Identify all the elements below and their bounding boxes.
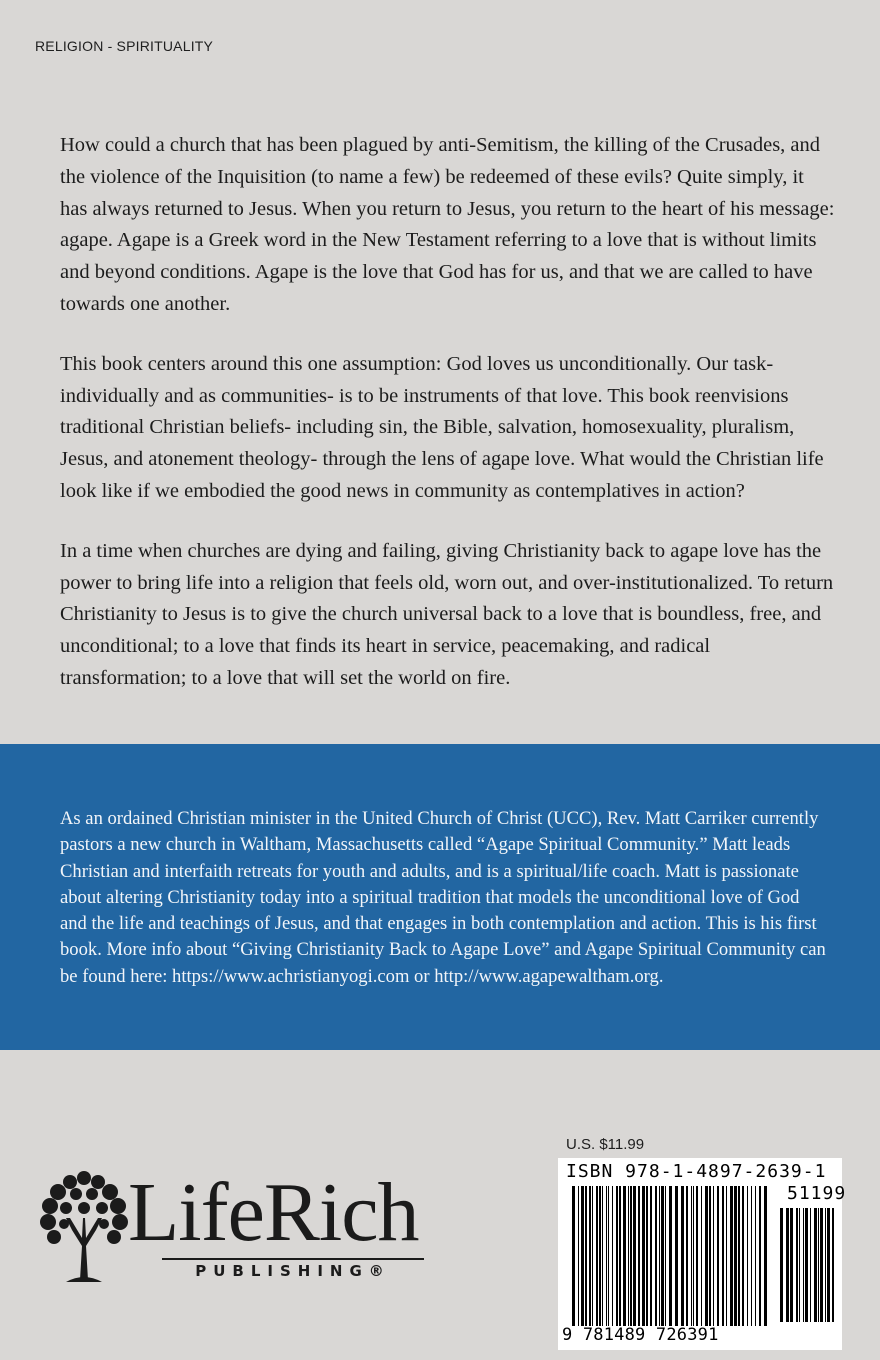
- isbn-barcode: [558, 1158, 847, 1350]
- barcode-bar: [581, 1186, 584, 1326]
- barcode-bar: [665, 1186, 666, 1326]
- isbn-label: ISBN 978-1-4897-2639-1: [566, 1161, 827, 1182]
- barcode-bar: [599, 1186, 601, 1326]
- barcode-bar: [578, 1186, 579, 1326]
- barcode-bar: [755, 1186, 756, 1326]
- barcode-bar: [713, 1186, 714, 1326]
- barcode-bar: [616, 1186, 618, 1326]
- barcode-bar: [606, 1186, 607, 1326]
- barcode-bar: [630, 1186, 632, 1326]
- category-label: RELIGION - SPIRITUALITY: [35, 38, 214, 54]
- price-barcode-bars: [780, 1208, 838, 1322]
- barcode-bar: [722, 1186, 724, 1326]
- barcode-bar: [693, 1186, 694, 1326]
- barcode-bar: [717, 1186, 719, 1326]
- tree-icon: [36, 1168, 132, 1288]
- blurb-paragraph-1: How could a church that has been plagued by anti-Semitism, the killing of the Crusades, and the violence of the Inquisition (to name a few) be redeemed of these evils? Quite simply, it has always returned to Jesus. When you return to Jesus, you return to the heart of his message: agape. Agape is a Greek word in the New Testament referring to a love that is without limits and beyond conditions. Agape is the love that God has for us, and that we are called to have towards one another.: [60, 134, 835, 315]
- barcode-bar: [810, 1208, 811, 1322]
- barcode-bar: [686, 1186, 688, 1326]
- barcode-bar: [742, 1186, 744, 1326]
- barcode-bar: [790, 1208, 793, 1322]
- barcode-bar: [738, 1186, 740, 1326]
- barcode-bar: [796, 1208, 798, 1322]
- blurb-paragraph-2: This book centers around this one assumption: God loves us unconditionally. Our task- individually and as communities- is to be instruments of that love. This book reenvisions traditional Christian beliefs- including sin, the Bible, salvation, homosexuality, pluralism, Jesus, and atonement theology- through the lens of agape love. What would the Christian life look like if we embodied the good news in community as contemplatives in action?: [60, 352, 824, 502]
- publisher-name: LifeRich: [128, 1166, 419, 1259]
- barcode-bar: [709, 1186, 711, 1326]
- barcode-bar: [805, 1208, 808, 1322]
- blurb-paragraph-3: In a time when churches are dying and failing, giving Christianity back to agape love has the power to bring life into a religion that feels old, worn out, and over-institutionalized. To return Christianity to Jesus is to give the church universal back to a love that is boundless, free, and unconditional; to a love that finds its heart in service, peacemaking, and radical transformation; to a love that will set the world on fire.: [60, 539, 834, 689]
- barcode-bar: [701, 1186, 702, 1326]
- price-code: 51199: [787, 1183, 847, 1204]
- barcode-bar: [572, 1186, 575, 1326]
- barcode-bar: [592, 1186, 593, 1326]
- author-bio: As an ordained Christian minister in the United Church of Christ (UCC), Rev. Matt Carriker currently pastors a new church in Waltham, Massachusetts called “Agape Spiritual Community.” Matt leads Christian and interfaith retreats for youth and adults, and is a spiritual/life coach. Matt is passionate about altering Christianity today into a spiritual tradition that models the unconditional love of God and the life and teachings of Jesus, and that engages in both contemplation and action. This is his first book. More info about “Giving Christianity Back to Agape Love” and Agape Spiritual Community can be found here: https://www.achristianyogi.com or http://www.agapewaltham.org.: [60, 808, 826, 987]
- barcode-bar: [655, 1186, 657, 1326]
- barcode-bar: [818, 1208, 819, 1322]
- barcode-bar: [827, 1208, 830, 1322]
- publisher-logo: [36, 1168, 436, 1288]
- barcode-bar: [612, 1186, 613, 1326]
- barcode-bar: [780, 1208, 783, 1322]
- back-cover-blurb: [60, 130, 835, 723]
- barcode-bar: [650, 1186, 652, 1326]
- barcode-bar: [759, 1186, 761, 1326]
- barcode-bar: [820, 1208, 823, 1322]
- barcode-bar: [628, 1186, 629, 1326]
- barcode-bar: [747, 1186, 748, 1326]
- barcode-bar: [589, 1186, 591, 1326]
- barcode-bar: [646, 1186, 648, 1326]
- barcode-bar: [675, 1186, 678, 1326]
- barcode-bar: [814, 1208, 817, 1322]
- barcode-bar: [661, 1186, 664, 1326]
- author-bio-band: [0, 744, 880, 1050]
- barcode-bar: [691, 1186, 692, 1326]
- barcode-bar: [659, 1186, 660, 1326]
- barcode-bar: [669, 1186, 672, 1326]
- barcode-bar: [638, 1186, 640, 1326]
- barcode-bar: [608, 1186, 609, 1326]
- barcode-bar: [786, 1208, 789, 1322]
- barcode-bar: [596, 1186, 598, 1326]
- barcode-bar: [681, 1186, 684, 1326]
- barcode-bar: [832, 1208, 834, 1322]
- barcode-bar: [726, 1186, 727, 1326]
- ean-digits: 9 781489 726391: [562, 1325, 719, 1345]
- barcode-bar: [623, 1186, 626, 1326]
- ean-barcode-bars: [572, 1186, 772, 1326]
- barcode-bar: [602, 1186, 603, 1326]
- barcode-bar: [751, 1186, 752, 1326]
- barcode-bar: [705, 1186, 708, 1326]
- barcode-bar: [825, 1208, 826, 1322]
- barcode-bar: [734, 1186, 737, 1326]
- barcode-bar: [642, 1186, 645, 1326]
- barcode-bar: [799, 1208, 800, 1322]
- barcode-bar: [730, 1186, 733, 1326]
- barcode-bar: [764, 1186, 767, 1326]
- barcode-bar: [585, 1186, 587, 1326]
- publisher-subtitle: PUBLISHING®: [162, 1258, 424, 1280]
- price-label: U.S. $11.99: [566, 1136, 645, 1153]
- barcode-bar: [696, 1186, 698, 1326]
- barcode-bar: [803, 1208, 804, 1322]
- barcode-bar: [633, 1186, 636, 1326]
- barcode-bar: [619, 1186, 621, 1326]
